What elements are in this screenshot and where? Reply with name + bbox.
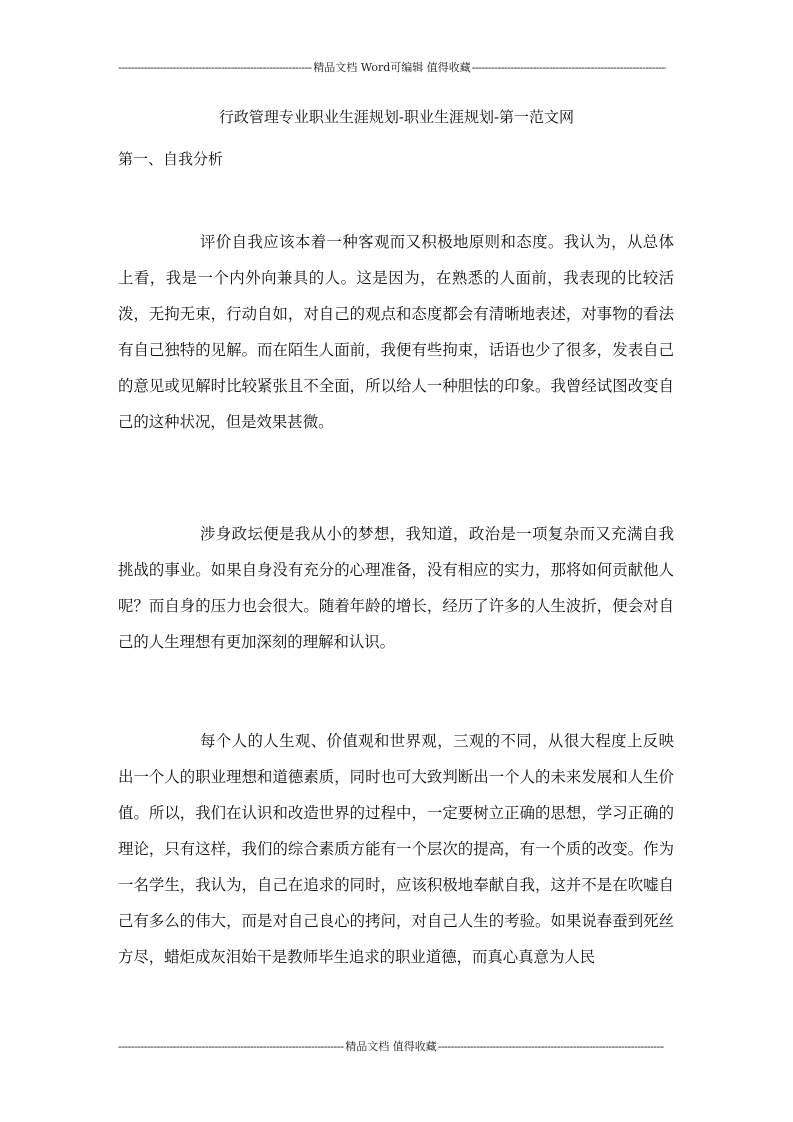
footer-rule-right	[438, 1040, 664, 1053]
footer-text: 精品文档 值得收藏	[345, 1040, 437, 1053]
header-text: 精品文档 Word可编辑 值得收藏	[313, 61, 471, 74]
paragraph-2: 涉身政坛便是我从小的梦想，我知道，政治是一项复杂而又充满自我挑战的事业。如果自身没有充分的心理准备，没有相应的实力，那将如何贡献他人呢？而自身的压力也会很大。随着年龄的增长，经历了许多的人生波折，便会对自己的人生理想有更加深刻的理解和认识。	[118, 525, 674, 651]
header-rule-left	[118, 61, 312, 74]
document-title: 行政管理专业职业生涯规划-职业生涯规划-第一范文网	[218, 108, 575, 126]
paragraph-1: 评价自我应该本着一种客观而又积极地原则和态度。我认为，从总体上看，我是一个内外向兼具的人。这是因为，在熟悉的人面前，我表现的比较活泼，无拘无束，行动自如，对自己的观点和态度都会有清晰地表述，对事物的看法有自己独特的见解。而在陌生人面前，我便有些拘束，话语也少了很多，发表自己的意见或见解时比较紧张且不全面，所以给人一种胆怯的印象。我曾经试图改变自己的这种状况，但是效果甚微。	[118, 233, 674, 431]
paragraph-3: 每个人的人生观、价值观和世界观，三观的不同，从很大程度上反映出一个人的职业理想和道德素质，同时也可大致判断出一个人的未来发展和人生价值。所以，我们在认识和改造世界的过程中，一定要树立正确的思想，学习正确的理论，只有这样，我们的综合素质方能有一个层次的提高，有一个质的改变。作为一名学生，我认为，自己在追求的同时，应该积极地奉献自我，这并不是在吹嘘自己有多么的伟大，而是对自己良心的拷问，对自己人生的考验。如果说春蚕到死丝方尽，蜡炬成灰泪始干是教师毕生追求的职业道德，而真心真意为人民	[118, 732, 674, 966]
page-footer	[118, 1038, 664, 1054]
header-rule-right	[472, 61, 666, 74]
footer-rule-left	[118, 1040, 344, 1053]
section-heading: 第一、自我分析	[118, 150, 224, 168]
page-header	[118, 59, 666, 75]
